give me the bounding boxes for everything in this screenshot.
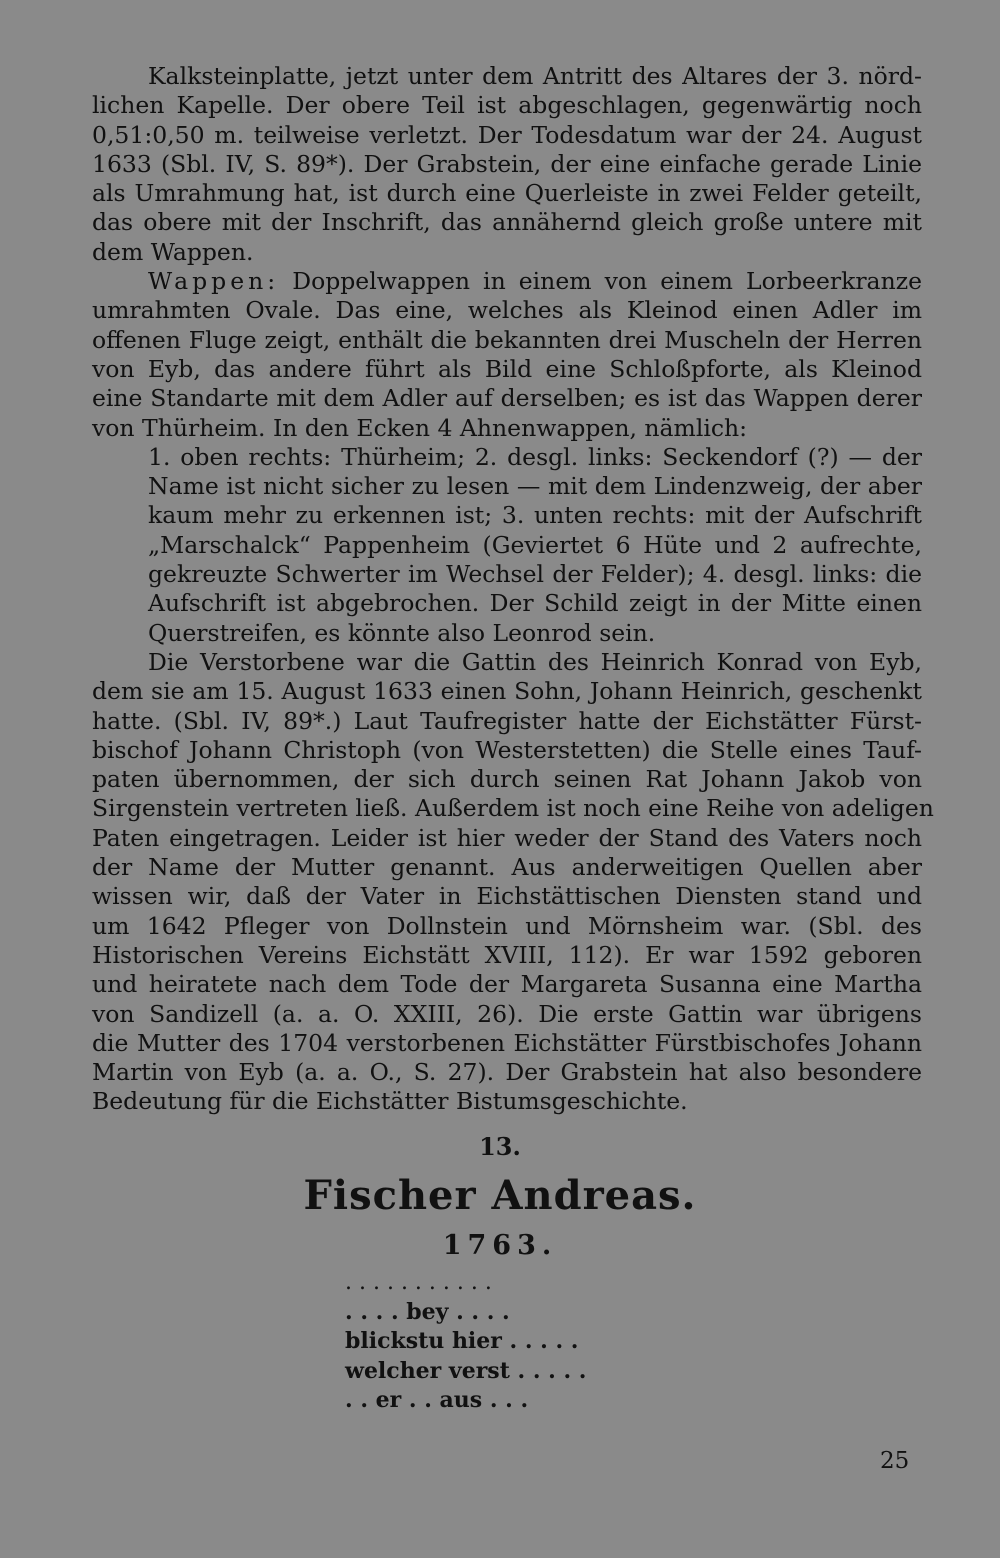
text-line: paten übernommen, der sich durch seinen Rat Johann Jakob von (92, 765, 922, 794)
text-line: Name ist nicht sicher zu lesen — mit dem Lindenzweig, der aber (148, 472, 922, 501)
text-line: dem sie am 15. August 1633 einen Sohn, Johann Heinrich, geschenkt (92, 677, 922, 706)
wappen-lead: Wappen: (148, 267, 280, 296)
text-line: Martin von Eyb (a. a. O., S. 27). Der Grabstein hat also besondere (92, 1058, 922, 1087)
text-line: 1. oben rechts: Thürheim; 2. desgl. links: Seckendorf (?) — der (148, 442, 922, 471)
text-line: Aufschrift ist abgebrochen. Der Schild zeigt in der Mitte einen (148, 589, 922, 618)
text-line: umrahmten Ovale. Das eine, welches als Kleinod einen Adler im (92, 296, 922, 325)
inscription-line: . . . . bey . . . . (345, 1298, 510, 1325)
text-line: von Thürheim. In den Ecken 4 Ahnenwappen, nämlich: (92, 413, 748, 442)
text-line: offenen Fluge zeigt, enthält die bekannten drei Muscheln der Herren (92, 325, 922, 354)
text-line: Paten eingetragen. Leider ist hier weder der Stand des Vaters noch (92, 823, 922, 852)
text-line: 0,51:0,50 m. teilweise verletzt. Der Todesdatum war der 24. August (92, 120, 922, 149)
text-line: Die Verstorbene war die Gattin des Heinrich Konrad von Eyb, (148, 647, 922, 676)
inscription-line: blickstu hier . . . . . (345, 1328, 579, 1354)
text-line: hatte. (Sbl. IV, 89*.) Laut Taufregister hatte der Eichstätter Fürst- (92, 706, 922, 735)
text-line: Sirgenstein vertreten ließ. Außerdem ist noch eine Reihe von adeligen (92, 794, 934, 823)
text-line (92, 267, 922, 296)
section-year: 1763. (442, 1230, 558, 1261)
text-line: bischof Johann Christoph (von Westerstetten) die Stelle eines Tauf- (92, 735, 922, 764)
page-number: 25 (880, 1448, 910, 1474)
text-line: von Sandizell (a. a. O. XXIII, 26). Die erste Gattin war übrigens (92, 999, 922, 1028)
section-title: Fischer Andreas. (303, 1172, 697, 1219)
text-line: als Umrahmung hat, ist durch eine Querleiste in zwei Felder geteilt, (92, 179, 922, 208)
section-number: 13. (479, 1132, 521, 1161)
text-line: eine Standarte mit dem Adler auf derselben; es ist das Wappen derer (92, 384, 922, 413)
inscription-line: . . . . . . . . . . . (345, 1270, 492, 1295)
text-line: und heiratete nach dem Tode der Margareta Susanna eine Martha (92, 970, 922, 999)
text-line: das obere mit der Inschrift, das annähernd gleich große untere mit (92, 208, 922, 237)
text-line: gekreuzte Schwerter im Wechsel der Felder); 4. desgl. links: die (148, 560, 922, 589)
body-text (92, 62, 934, 1117)
inscription-line: . . er . . aus . . . (345, 1387, 529, 1413)
text-line: „Marschalck“ Pappenheim (Geviertet 6 Hüte und 2 aufrechte, (148, 530, 922, 559)
text-fragment: Doppelwappen in einem von einem Lorbeerkranze (279, 267, 922, 296)
text-line: kaum mehr zu erkennen ist; 3. unten rechts: mit der Aufschrift (148, 501, 922, 530)
text-line: von Eyb, das andere führt als Bild eine Schloßpforte, als Kleinod (92, 354, 922, 383)
inscription-line: welcher verst . . . . . (345, 1357, 587, 1384)
inscription-block (345, 1268, 665, 1416)
text-line: dem Wappen. (92, 237, 254, 266)
text-line: 1633 (Sbl. IV, S. 89*). Der Grabstein, der eine einfache gerade Linie (92, 149, 922, 178)
text-line: Bedeutung für die Eichstätter Bistumsgeschichte. (92, 1087, 688, 1116)
text-line: die Mutter des 1704 verstorbenen Eichstätter Fürstbischofes Johann (92, 1028, 922, 1057)
text-line: Querstreifen, es könnte also Leonrod sein. (148, 618, 656, 647)
text-line: wissen wir, daß der Vater in Eichstättischen Diensten stand und (92, 882, 922, 911)
text-line: lichen Kapelle. Der obere Teil ist abgeschlagen, gegenwärtig noch (92, 91, 922, 120)
text-line: Historischen Vereins Eichstätt XVIII, 112). Er war 1592 geboren (92, 940, 922, 969)
text-line: Kalksteinplatte, jetzt unter dem Antritt des Altares der 3. nörd- (148, 62, 922, 90)
text-line: der Name der Mutter genannt. Aus anderweitigen Quellen aber (92, 853, 922, 882)
text-line: um 1642 Pfleger von Dollnstein und Mörnsheim war. (Sbl. des (92, 911, 922, 940)
